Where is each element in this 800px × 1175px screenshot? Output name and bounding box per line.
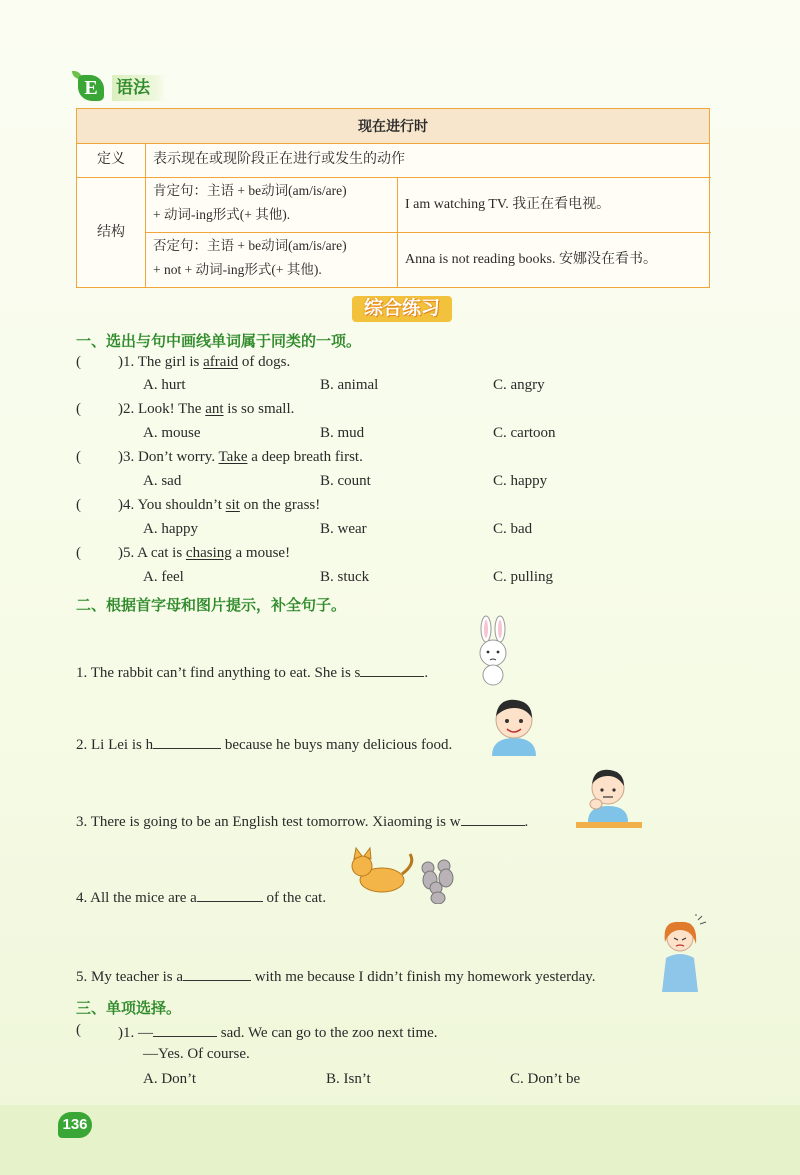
affirmative-rule [153, 179, 393, 227]
answer-paren[interactable]: ( [76, 449, 81, 465]
negative-rule [153, 234, 393, 282]
underlined-word: sit [225, 497, 240, 513]
part2-item-3: 3. There is going to be an English test tomorrow. Xiaoming is w . [76, 811, 528, 831]
question-text: )1. The girl is afraid of dogs. [118, 354, 291, 370]
underlined-word: Take [218, 449, 248, 465]
structure-label: 结构 [77, 178, 146, 287]
option-b[interactable]: B. animal [320, 377, 379, 393]
part2-item-4: 4. All the mice are a of the cat. [76, 887, 326, 907]
option-c[interactable]: C. bad [493, 521, 533, 537]
part2-item-1: 1. The rabbit can’t find anything to eat. She is s . [76, 662, 428, 682]
option-b[interactable]: B. stuck [320, 569, 370, 585]
negative-rule-line-1: 否定句：主语 + be动词(am/is/are) [153, 238, 347, 253]
practice-title: 综合练习 [352, 296, 452, 322]
option-c[interactable]: C. angry [493, 377, 545, 393]
sad-rabbit-illustration [470, 615, 516, 687]
definition-label: 定义 [77, 143, 146, 178]
table-divider [145, 177, 711, 178]
negative-example: Anna is not reading books. 安娜没在看书。 [405, 252, 657, 267]
option-c[interactable]: C. Don’t be [510, 1071, 581, 1087]
grammar-table-header: 现在进行时 [77, 109, 709, 144]
cat-chasing-mice-illustration [344, 844, 464, 904]
option-b[interactable]: B. Isn’t [326, 1071, 371, 1087]
section-header [78, 75, 188, 101]
option-a[interactable]: A. feel [143, 569, 184, 585]
answer-blank[interactable] [461, 811, 525, 826]
question-text: )4. You shouldn’t sit on the grass! [118, 497, 321, 513]
answer-paren[interactable]: ( [76, 401, 81, 417]
section-title: 语法 [112, 75, 166, 101]
option-a[interactable]: A. hurt [143, 377, 186, 393]
option-c[interactable]: C. happy [493, 473, 548, 489]
answer-paren[interactable]: ( [76, 545, 81, 561]
section-badge: E [78, 75, 104, 101]
angry-teacher-illustration [652, 914, 708, 992]
answer-paren[interactable]: ( [76, 497, 81, 513]
option-a[interactable]: A. Don’t [143, 1071, 197, 1087]
answer-blank[interactable] [153, 734, 221, 749]
underlined-word: ant [205, 401, 224, 417]
question-text: )5. A cat is chasing a mouse! [118, 545, 291, 561]
affirmative-rule-line-1: 肯定句：主语 + be动词(am/is/are) [153, 183, 347, 198]
table-divider [145, 232, 711, 233]
negative-rule-line-2: + not + 动词-ing形式(+ 其他). [153, 262, 322, 277]
answer-blank[interactable] [197, 887, 263, 902]
option-c[interactable]: C. cartoon [493, 425, 556, 441]
page-number: 136 [58, 1112, 92, 1138]
part3-title: 三、单项选择。 [76, 1000, 182, 1017]
answer-blank[interactable] [153, 1022, 217, 1037]
option-a[interactable]: A. mouse [143, 425, 201, 441]
grammar-table [76, 108, 710, 288]
happy-boy-illustration [486, 692, 542, 756]
option-c[interactable]: C. pulling [493, 569, 554, 585]
option-b[interactable]: B. count [320, 473, 371, 489]
option-b[interactable]: B. mud [320, 425, 365, 441]
part3-reply: —Yes. Of course. [143, 1046, 250, 1062]
answer-blank[interactable] [183, 966, 251, 981]
part3-question-1: )1. — sad. We can go to the zoo next time. [118, 1022, 438, 1042]
part2-title: 二、根据首字母和图片提示，补全句子。 [76, 597, 347, 614]
bottom-band [0, 1105, 800, 1175]
answer-blank[interactable] [360, 662, 424, 677]
underlined-word: chasing [185, 545, 232, 561]
answer-paren[interactable]: ( [76, 1022, 81, 1038]
option-a[interactable]: A. sad [143, 473, 182, 489]
worried-boy-illustration [574, 764, 644, 832]
affirmative-example: I am watching TV. 我正在看电视。 [405, 197, 611, 212]
option-a[interactable]: A. happy [143, 521, 198, 537]
definition-text: 表示现在或现阶段正在进行或发生的动作 [153, 152, 405, 167]
option-b[interactable]: B. wear [320, 521, 367, 537]
affirmative-rule-line-2: + 动词-ing形式(+ 其他). [153, 207, 291, 222]
underlined-word: afraid [203, 354, 239, 370]
part2-item-2: 2. Li Lei is h because he buys many delicious food. [76, 734, 452, 754]
part1-title: 一、选出与句中画线单词属于同类的一项。 [76, 333, 362, 350]
question-text: )2. Look! The ant is so small. [118, 401, 295, 417]
part2-item-5: 5. My teacher is a with me because I didn’t finish my homework yesterday. [76, 966, 596, 986]
answer-paren[interactable]: ( [76, 354, 81, 370]
question-text: )3. Don’t worry. Take a deep breath first. [118, 449, 363, 465]
